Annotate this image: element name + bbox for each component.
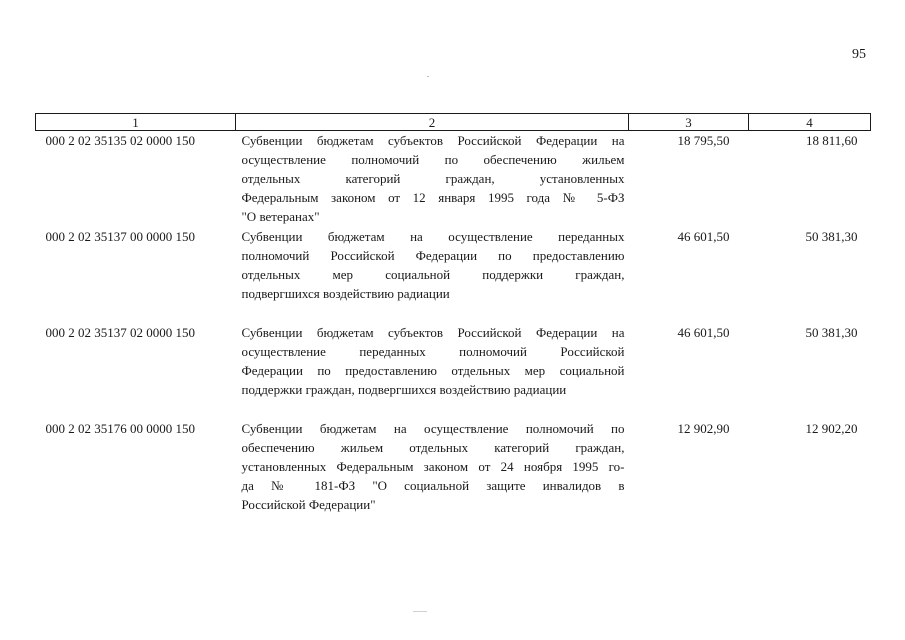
description-line: отдельных мер социальной поддержки граждан,	[241, 267, 625, 282]
value-col-3: 12 902,90	[677, 421, 730, 436]
budget-code: 000 2 02 35137 00 0000 150	[45, 229, 195, 244]
description-line: Субвенции бюджетам субъектов Российской Федерации на	[241, 133, 625, 148]
page-number: 95	[852, 47, 866, 62]
budget-code: 000 2 02 35137 02 0000 150	[45, 325, 195, 340]
description-line: Субвенции бюджетам на осуществление переданных	[241, 229, 625, 244]
description-line: осуществление переданных полномочий Российской	[241, 344, 625, 359]
row-description	[236, 323, 629, 419]
description-line: осуществление полномочий по обеспечению жильем	[241, 152, 625, 167]
budget-code: 000 2 02 35176 00 0000 150	[45, 421, 195, 436]
scan-speck	[427, 76, 429, 77]
table-row	[36, 131, 871, 228]
description-line: Субвенции бюджетам на осуществление полномочий по	[241, 421, 625, 436]
value-col-4: 50 381,30	[805, 229, 858, 244]
description-line: Федеральным законом от 12 января 1995 года № 5-ФЗ	[241, 190, 625, 205]
value-col-4: 50 381,30	[805, 325, 858, 340]
description-line: Субвенции бюджетам субъектов Российской Федерации на	[241, 325, 625, 340]
description-line: установленных Федеральным законом от 24 ноября 1995 го-	[241, 459, 625, 474]
header-col-1: 1	[36, 114, 236, 131]
row-description	[236, 419, 629, 515]
scan-speck	[413, 611, 427, 612]
value-col-3: 18 795,50	[677, 133, 730, 148]
row-description	[236, 227, 629, 323]
value-col-3: 46 601,50	[677, 229, 730, 244]
table-row	[36, 323, 871, 419]
header-col-3: 3	[629, 114, 749, 131]
table-row	[36, 419, 871, 515]
description-line: обеспечению жильем отдельных категорий граждан,	[241, 440, 625, 455]
table-header	[36, 114, 871, 131]
description-line: Российской Федерации"	[241, 497, 376, 512]
budget-code: 000 2 02 35135 02 0000 150	[45, 133, 195, 148]
value-col-4: 12 902,20	[805, 421, 858, 436]
description-line: подвергшихся воздействию радиации	[241, 286, 450, 301]
description-line: да № 181-ФЗ "О социальной защите инвалидов в	[241, 478, 625, 493]
description-line: "О ветеранах"	[241, 209, 320, 224]
table-body	[36, 131, 871, 516]
description-line: отдельных категорий граждан, установленных	[241, 171, 625, 186]
table-row	[36, 227, 871, 323]
header-col-4: 4	[749, 114, 871, 131]
row-description	[236, 131, 629, 228]
value-col-4: 18 811,60	[805, 133, 858, 148]
value-col-3: 46 601,50	[677, 325, 730, 340]
header-row	[36, 114, 871, 131]
description-line: полномочий Российской Федерации по предоставлению	[241, 248, 625, 263]
header-col-2: 2	[236, 114, 629, 131]
budget-table	[35, 113, 871, 515]
description-line: поддержки граждан, подвергшихся воздействию радиации	[241, 382, 567, 397]
description-line: Федерации по предоставлению отдельных мер социальной	[241, 363, 625, 378]
